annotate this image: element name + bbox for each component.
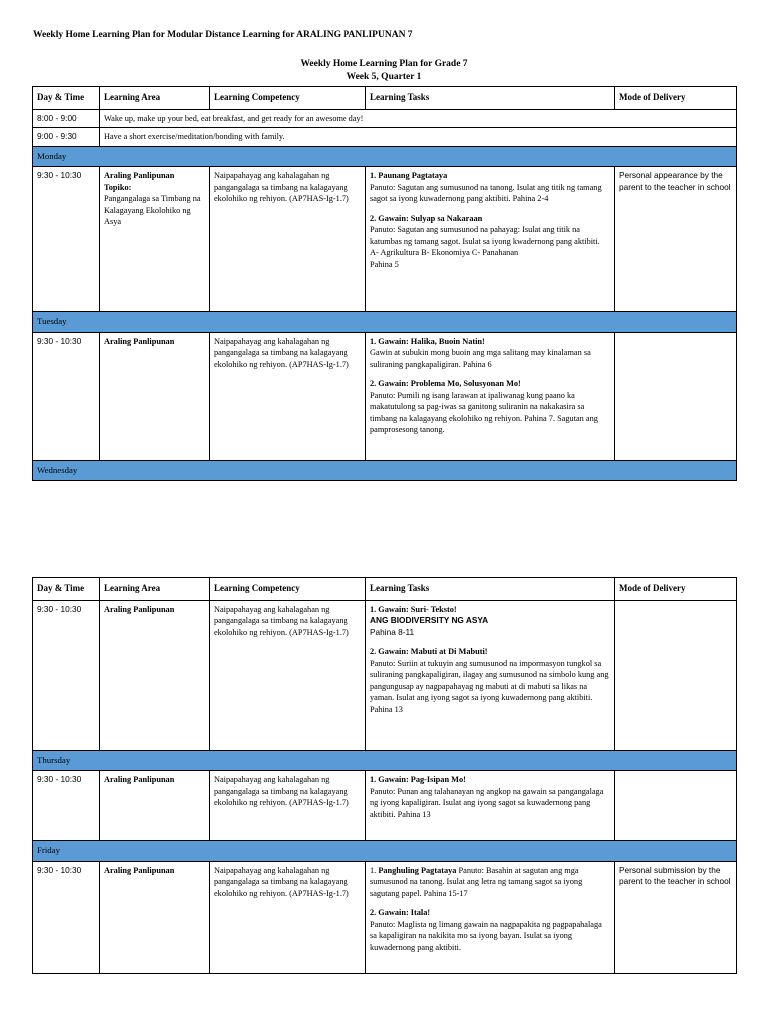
task-title: 2. Gawain: Sulyap sa Nakaraan bbox=[370, 213, 483, 223]
task-body: Gawin at subukin mong buoin ang mga salitang may kinalaman sa suliraning pangkapaligiran. Pahina 6 bbox=[370, 348, 591, 369]
mode-of-delivery-cell: Personal submission by the parent to the teacher in school bbox=[615, 861, 737, 973]
mode-of-delivery-cell bbox=[615, 771, 737, 841]
day-row-friday bbox=[33, 841, 737, 862]
competency-text: Naipapahayag ang kahalagahan ng pangangalaga sa timbang na kalagayang bbox=[214, 604, 348, 625]
tasks-cell bbox=[366, 861, 615, 973]
competency-code: ekolohiko ng rehiyon. (AP7HAS-Ig-1.7) bbox=[214, 798, 349, 807]
task-body: Panuto: Punan ang talahanayan ng angkop na gawain sa pangangalaga ng iyong kapaligiran. Isulat ang iyong sagot sa kuwadernong pang aktibiti. Pahina 13 bbox=[370, 786, 604, 819]
day-label: Thursday bbox=[33, 750, 737, 771]
learning-area-name: Araling Panlipunan bbox=[104, 336, 175, 346]
col-mode-of-delivery: Mode of Delivery bbox=[615, 87, 737, 110]
task-page: Pahina 5 bbox=[370, 259, 399, 269]
table-row bbox=[33, 128, 737, 147]
task-title: Panghuling Pagtataya bbox=[378, 865, 457, 875]
learning-area-name: Araling Panlipunan bbox=[104, 171, 175, 180]
task-body: Panuto: Sagutan ang sumusunod na tanong. Isulat ang titik ng tamang sagot sa iyong kuwadernong pang aktibiti. Pahina 2-4 bbox=[370, 182, 602, 203]
tasks-cell bbox=[366, 332, 615, 460]
competency-cell bbox=[210, 861, 366, 973]
table-row bbox=[33, 109, 737, 128]
competency-cell bbox=[210, 771, 366, 841]
learning-area-name: Araling Panlipunan bbox=[104, 865, 175, 875]
col-learning-area: Learning Area bbox=[100, 87, 210, 110]
task-title: 2. Gawain: Itala! bbox=[370, 908, 431, 917]
day-label: Friday bbox=[33, 841, 737, 862]
task-body: Panuto: Suriin at tukuyin ang sumusunod na impormasyon tungkol sa suliraning pangkapaligiran, ilagay ang sumusunod na simbolo kung ang pangungusap ay nagpapahayag ng mabuti at di mabuti sa likas na yaman. Isulat ang iyong sagot sa iyong kuwadernong pang aktibiti. Pahina 13 bbox=[370, 658, 609, 714]
tasks-cell bbox=[366, 167, 615, 312]
topic-label: Topiko: bbox=[104, 182, 132, 192]
task-body: Panuto: Pumili ng isang larawan at ipaliwanag kung paano ka makatutulong sa pag-iwas sa ganitong suliranin na nakakasira sa timbang na kalagayang ekolohiko ng rehiyon. Pahina 7. Sagutan ang pamprosesong tanong. bbox=[370, 390, 598, 434]
document-title: Weekly Home Learning Plan for Modular Distance Learning for ARALING PANLIPUNAN 7 bbox=[33, 30, 413, 40]
col-learning-area: Learning Area bbox=[100, 578, 210, 601]
table-row bbox=[33, 332, 737, 460]
task-body: Panuto: Sagutan ang sumusunod na pahayag: Isulat ang titik na katumbas ng tamang sagot. Isulat sa iyong kwadernong pang aktibiti. bbox=[370, 225, 600, 246]
day-row-monday bbox=[33, 146, 737, 167]
task-title: 1. Paunang Pagtataya bbox=[370, 171, 448, 180]
general-activity: Wake up, make up your bed, eat breakfast, and get ready for an awesome day! bbox=[100, 109, 737, 128]
competency-text: Naipapahayag ang kahalagahan ng pangangalaga sa timbang na kalagayang bbox=[214, 775, 348, 796]
table-row bbox=[33, 167, 737, 312]
task-body: Panuto: Basahin at sagutan ang mga sumusunod na tanong. Isulat ang letra ng tamang sagot sa iyong sagutang papel. Pahina 15-17 bbox=[370, 865, 583, 898]
col-learning-competency: Learning Competency bbox=[210, 87, 366, 110]
competency-text: Naipapahayag ang kahalagahan ng pangangalaga sa timbang na kalagayang bbox=[214, 171, 348, 192]
time-cell: 9:30 - 10:30 bbox=[33, 332, 100, 460]
task-title: 1. Gawain: Suri- Teksto! bbox=[370, 604, 457, 614]
competency-text: Naipapahayag ang kahalagahan ng pangangalaga sa timbang na kalagayang bbox=[214, 336, 348, 357]
mode-of-delivery-cell bbox=[615, 332, 737, 460]
day-row-wednesday bbox=[33, 460, 737, 481]
task-page: Pahina 8-11 bbox=[370, 626, 415, 637]
tasks-cell bbox=[366, 771, 615, 841]
task-number: 1. bbox=[370, 865, 377, 875]
col-learning-competency: Learning Competency bbox=[210, 578, 366, 601]
col-learning-tasks: Learning Tasks bbox=[366, 578, 615, 601]
learning-area-cell bbox=[100, 771, 210, 841]
day-label: Tuesday bbox=[33, 312, 737, 333]
competency-code: ekolohiko ng rehiyon. (AP7HAS-Ig-1.7) bbox=[214, 627, 349, 637]
time-cell: 9:30 - 10:30 bbox=[33, 167, 100, 312]
task-body: Panuto: Maglista ng limang gawain na nagpapakita ng pagpapahalaga sa kapaligiran na nakikita mo sa iyong bayan. Isulat sa iyong kuwadernong pang aktibiti. bbox=[370, 919, 602, 952]
task-title: 1. Gawain: Pag-Isipan Mo! bbox=[370, 775, 466, 784]
competency-cell bbox=[210, 167, 366, 312]
plan-table-page-1 bbox=[32, 86, 737, 481]
topic-text: Pangangalaga sa Timbang na Kalagayang Ekolohiko ng Asya bbox=[104, 194, 201, 226]
time-cell: 9:30 - 10:30 bbox=[33, 600, 100, 750]
task-title: 2. Gawain: Problema Mo, Solusyonan Mo! bbox=[370, 379, 521, 388]
learning-area-cell bbox=[100, 861, 210, 973]
col-mode-of-delivery: Mode of Delivery bbox=[615, 578, 737, 601]
day-row-thursday bbox=[33, 750, 737, 771]
tasks-cell bbox=[366, 600, 615, 750]
day-row-tuesday bbox=[33, 312, 737, 333]
learning-area-cell bbox=[100, 600, 210, 750]
task-title: 2. Gawain: Mabuti at Di Mabuti! bbox=[370, 647, 488, 656]
table-header-row bbox=[33, 87, 737, 110]
competency-cell bbox=[210, 600, 366, 750]
time-cell: 8:00 - 9:00 bbox=[33, 109, 100, 128]
general-activity: Have a short exercise/meditation/bonding with family. bbox=[100, 128, 737, 147]
learning-area-name: Araling Panlipunan bbox=[104, 604, 175, 614]
table-row bbox=[33, 861, 737, 973]
task-subtitle: ANG BIODIVERSITY NG ASYA bbox=[370, 615, 489, 625]
table-row bbox=[33, 771, 737, 841]
mode-of-delivery-cell: Personal appearance by the parent to the teacher in school bbox=[615, 167, 737, 312]
time-cell: 9:30 - 10:30 bbox=[33, 861, 100, 973]
table-header-row bbox=[33, 578, 737, 601]
task-choices: A- Agrikultura B- Ekonomiya C- Panahanan bbox=[370, 248, 519, 257]
competency-code: ekolohiko ng rehiyon. (AP7HAS-Ig-1.7) bbox=[214, 194, 349, 203]
competency-code: ekolohiko ng rehiyon. (AP7HAS-Ig-1.7) bbox=[214, 359, 349, 369]
competency-text: Naipapahayag ang kahalagahan ng pangangalaga sa timbang na kalagayang bbox=[214, 865, 348, 886]
week-quarter: Week 5, Quarter 1 bbox=[346, 72, 422, 82]
col-learning-tasks: Learning Tasks bbox=[366, 87, 615, 110]
plan-subtitle: Weekly Home Learning Plan for Grade 7 bbox=[300, 59, 468, 69]
learning-area-cell bbox=[100, 332, 210, 460]
day-label: Wednesday bbox=[33, 460, 737, 481]
competency-cell bbox=[210, 332, 366, 460]
learning-area-name: Araling Panlipunan bbox=[104, 775, 175, 784]
learning-area-cell bbox=[100, 167, 210, 312]
mode-of-delivery-cell bbox=[615, 600, 737, 750]
competency-code: ekolohiko ng rehiyon. (AP7HAS-Ig-1.7) bbox=[214, 888, 349, 898]
time-cell: 9:30 - 10:30 bbox=[33, 771, 100, 841]
task-title: 1. Gawain: Halika, Buoin Natin! bbox=[370, 336, 485, 346]
col-day-time: Day & Time bbox=[33, 578, 100, 601]
table-row bbox=[33, 600, 737, 750]
day-label: Monday bbox=[33, 146, 737, 167]
col-day-time: Day & Time bbox=[33, 87, 100, 110]
time-cell: 9:00 - 9:30 bbox=[33, 128, 100, 147]
plan-table-page-2 bbox=[32, 577, 737, 974]
